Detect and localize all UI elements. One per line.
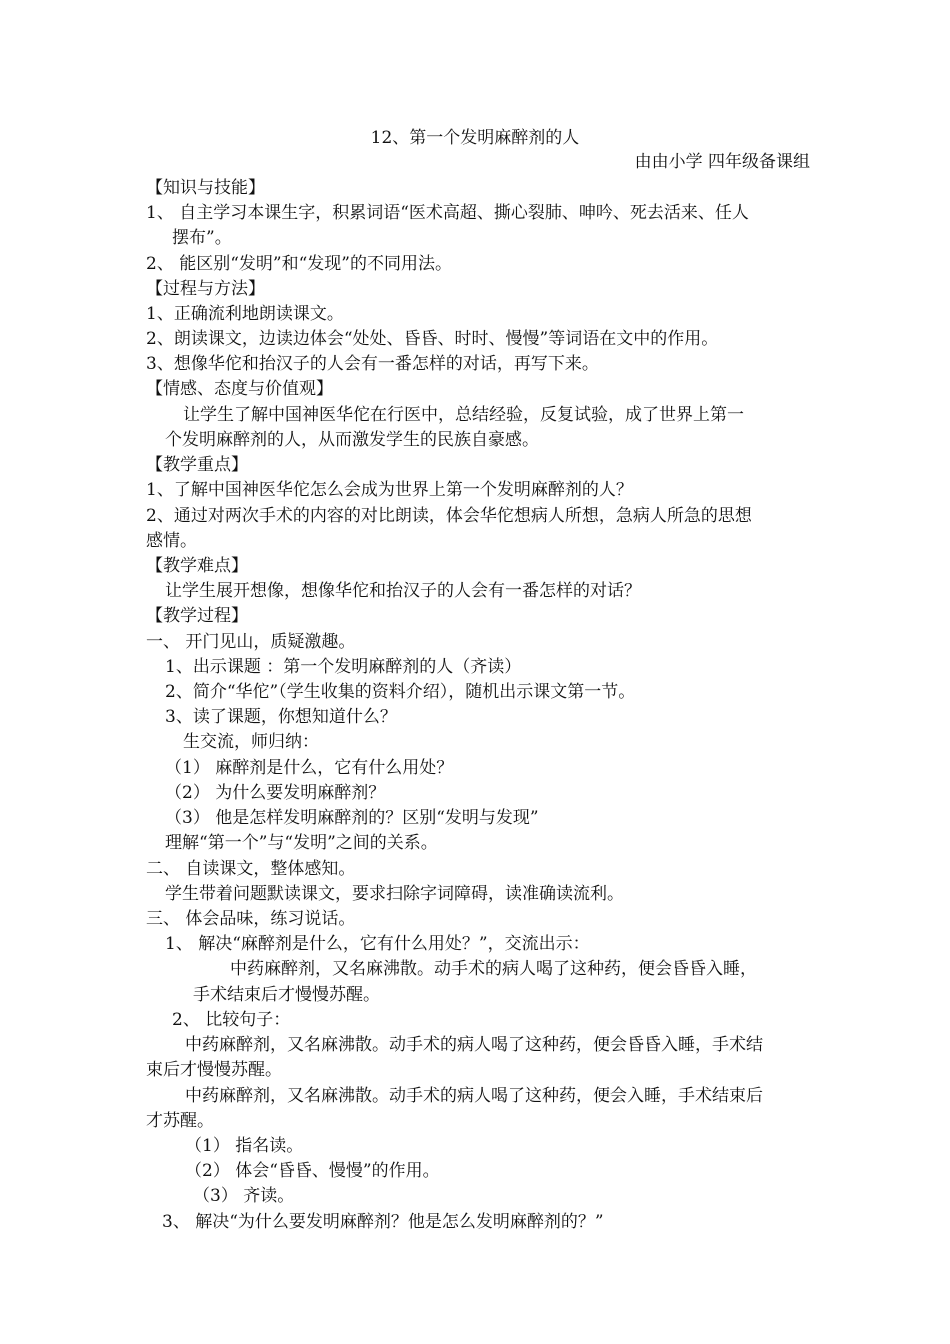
text-line: 三、 体会品味，练习说话。 [146, 909, 356, 929]
doc-author: 由由小学 四年级备课组 [634, 152, 810, 172]
section-heading: 【教学过程】 [146, 606, 248, 626]
text-line: （1） 指名读。 [185, 1136, 304, 1156]
text-line: 中药麻醉剂，又名麻沸散。动手术的病人喝了这种药，便会昏昏入睡，手术结 [185, 1035, 763, 1055]
text-line: （2） 体会“昏昏、慢慢”的作用。 [185, 1161, 440, 1181]
text-line: 理解“第一个”与“发明”之间的关系。 [165, 833, 438, 853]
text-line: 1、了解中国神医华佗怎么会成为世界上第一个发明麻醉剂的人？ [146, 480, 633, 500]
doc-title: 12、第一个发明麻醉剂的人 [370, 128, 580, 148]
text-line: 3、读了课题，你想知道什么？ [165, 707, 397, 727]
section-heading: 【教学重点】 [146, 455, 248, 475]
text-line: 摆布”。 [172, 228, 232, 248]
section-heading: 【知识与技能】 [146, 178, 265, 198]
text-line: 束后才慢慢苏醒。 [146, 1060, 282, 1080]
section-heading: 【过程与方法】 [146, 279, 265, 299]
text-line: 手术结束后才慢慢苏醒。 [193, 985, 380, 1005]
text-line: （1） 麻醉剂是什么，它有什么用处？ [165, 758, 454, 778]
text-line: （3） 他是怎样发明麻醉剂的？区别“发明与发现” [165, 808, 539, 828]
text-line: 2、 比较句子： [172, 1010, 291, 1030]
text-line: 1、正确流利地朗读课文。 [146, 304, 344, 324]
text-line: 1、 自主学习本课生字，积累词语“医术高超、撕心裂肺、呻吟、死去活来、任人 [146, 203, 749, 223]
text-line: 让学生了解中国神医华佗在行医中，总结经验，反复试验，成了世界上第一 [183, 405, 744, 425]
text-line: 让学生展开想像，想像华佗和抬汉子的人会有一番怎样的对话？ [165, 581, 641, 601]
text-line: 2、简介“华佗”（学生收集的资料介绍），随机出示课文第一节。 [165, 682, 636, 702]
text-line: 2、朗读课文，边读边体会“处处、昏昏、时时、慢慢”等词语在文中的作用。 [146, 329, 719, 349]
text-line: 感情。 [146, 531, 197, 551]
text-line: 1、出示课题 ：第一个发明麻醉剂的人（齐读） [165, 657, 522, 677]
text-line: 二、 自读课文，整体感知。 [146, 859, 356, 879]
text-line: 3、 解决“为什么要发明麻醉剂？他是怎么发明麻醉剂的？” [162, 1212, 604, 1232]
text-line: 一、 开门见山，质疑激趣。 [146, 632, 356, 652]
text-line: 2、 能区别“发明”和“发现”的不同用法。 [146, 254, 452, 274]
text-line: 个发明麻醉剂的人，从而激发学生的民族自豪感。 [165, 430, 539, 450]
text-line: 生交流，师归纳： [183, 732, 319, 752]
section-heading: 【教学难点】 [146, 556, 248, 576]
text-line: 中药麻醉剂，又名麻沸散。动手术的病人喝了这种药，便会入睡，手术结束后 [185, 1086, 763, 1106]
text-line: 学生带着问题默读课文，要求扫除字词障碍，读准确读流利。 [165, 884, 624, 904]
section-heading: 【情感、态度与价值观】 [146, 379, 333, 399]
text-line: 3、想像华佗和抬汉子的人会有一番怎样的对话，再写下来。 [146, 354, 599, 374]
text-line: 中药麻醉剂，又名麻沸散。动手术的病人喝了这种药，便会昏昏入睡， [230, 959, 757, 979]
text-line: 1、 解决“麻醉剂是什么，它有什么用处？”，交流出示： [165, 934, 590, 954]
text-line: 才苏醒。 [146, 1111, 214, 1131]
text-line: 2、通过对两次手术的内容的对比朗读，体会华佗想病人所想，急病人所急的思想 [146, 506, 752, 526]
text-line: （2） 为什么要发明麻醉剂？ [165, 783, 386, 803]
text-line: （3） 齐读。 [193, 1186, 295, 1206]
